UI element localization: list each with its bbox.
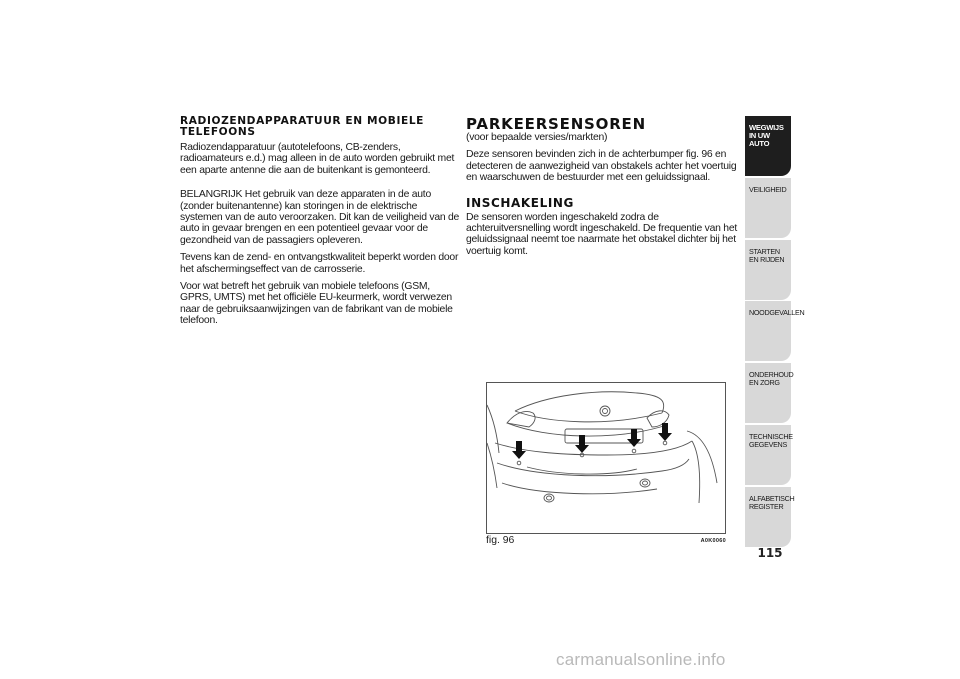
- page-number: 115: [757, 546, 783, 560]
- tab-veiligheid[interactable]: [745, 178, 791, 238]
- tab-noodgevallen[interactable]: [745, 301, 805, 361]
- tab-wegwijs[interactable]: [745, 116, 791, 176]
- figure-label: fig. 96: [486, 535, 515, 546]
- subheading: (voor bepaalde versies/markten): [466, 132, 608, 143]
- figure-caption: [486, 535, 726, 549]
- car-rear-figure: [486, 382, 726, 534]
- tab-register[interactable]: [745, 487, 795, 547]
- tab-label: ONDERHOUD EN ZORG: [749, 370, 794, 388]
- tab-label: TECHNISCHE GEGEVENS: [749, 431, 793, 449]
- paragraph: BELANGRIJK Het gebruik van deze apparaten in de auto (zonder buitenantenne) kan storingen in de elektrische systemen van de auto veroorzaken. Dit kan de veiligheid van de auto in gevaar brengen en een potentieel gevaar voor de gezondheid van de passagiers opleveren.: [180, 189, 460, 246]
- tab-label: STARTEN EN RIJDEN: [749, 246, 785, 264]
- tab-technische[interactable]: [745, 425, 791, 485]
- tab-label: WEGWIJS IN UW AUTO: [749, 123, 784, 148]
- paragraph: Radiozendapparatuur (autotelefoons, CB-zenders, radioamateurs e.d.) mag alleen in de auto worden gebruikt met een aparte antenne die aan de buitenkant is gemonteerd.: [180, 142, 455, 176]
- section-heading-activation: INSCHAKELING: [466, 195, 574, 210]
- section-heading-radio: RADIOZENDAPPARATUUR EN MOBIELE TELEFOONS: [180, 115, 425, 138]
- tab-label: NOODGEVALLEN: [749, 308, 805, 318]
- paragraph: Tevens kan de zend- en ontvangstkwaliteit beperkt worden door het afschermingseffect van de carrosserie.: [180, 252, 459, 275]
- tab-starten[interactable]: [745, 240, 791, 300]
- tab-onderhoud[interactable]: [745, 363, 794, 423]
- chapter-tabs: [745, 116, 805, 549]
- middle-column: [466, 116, 742, 263]
- watermark: carmanualsonline.info: [556, 650, 726, 669]
- paragraph: Deze sensoren bevinden zich in de achterbumper fig. 96 en detecteren de aanwezigheid van obstakels achter het voertuig en waarschuwen de bestuurder met een geluidssignaal.: [466, 149, 737, 184]
- paragraph: De sensoren worden ingeschakeld zodra de achteruitversnelling wordt ingeschakeld. De frequentie van het geluidssignaal neemt toe naarmate het obstakel dichter bij het voertuig komt.: [466, 211, 737, 257]
- figure-code: A0K0060: [700, 538, 726, 544]
- tab-label: VEILIGHEID: [749, 184, 787, 194]
- left-column: [180, 116, 462, 333]
- tab-label: ALFABETISCH REGISTER: [749, 493, 795, 511]
- sensor-arrows: [512, 423, 672, 459]
- car-rear-illustration: [487, 383, 725, 533]
- paragraph: Voor wat betreft het gebruik van mobiele telefoons (GSM, GPRS, UMTS) met het officiële EU-keurmerk, wordt verwezen naar de gebruiksaanwijzingen van de fabrikant van de mobiele telefoon.: [180, 281, 453, 327]
- section-heading-parking: PARKEERSENSOREN: [466, 115, 646, 133]
